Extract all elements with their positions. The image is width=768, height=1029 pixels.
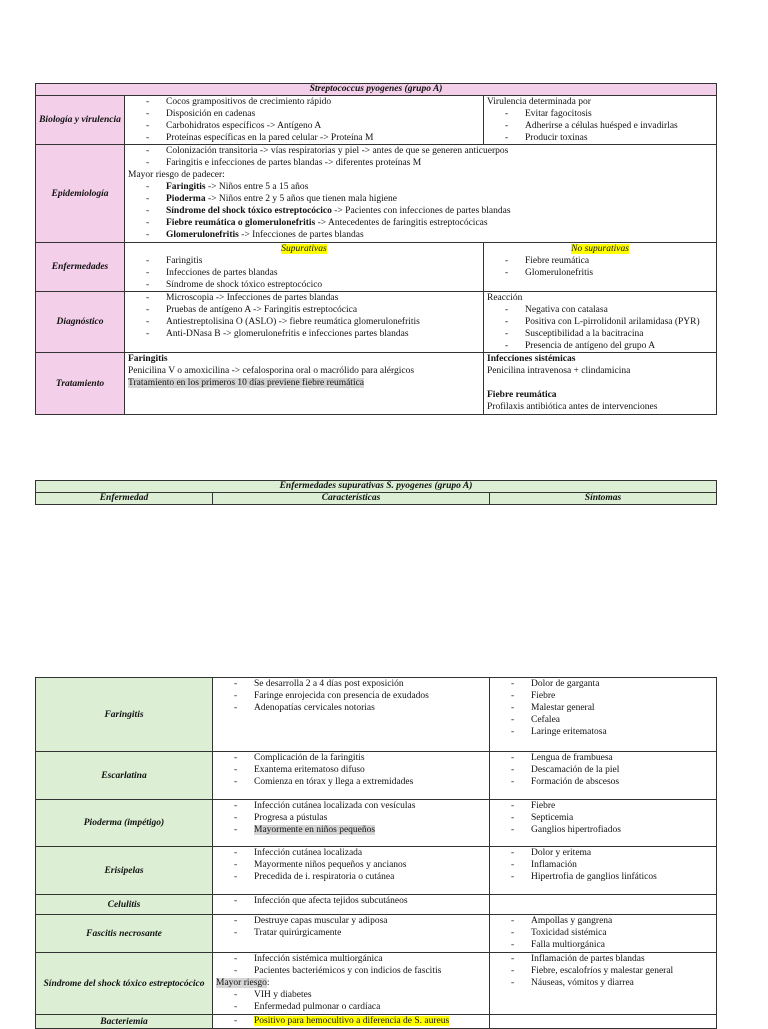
mayor-riesgo-line <box>216 977 486 989</box>
list-item: - Tratar quirúrgicamente <box>254 927 486 939</box>
row-label-celulitis: Celulitis <box>36 895 213 915</box>
list-item: - Negativa con catalasa <box>525 304 713 316</box>
sintomas-list <box>493 915 713 951</box>
list-item: - Anti-DNasa B -> glomerulonefritis e infecciones partes blandas <box>166 328 480 340</box>
list-item: - Inflamación de partes blandas <box>531 953 713 965</box>
mayor-riesgo-colon: : <box>266 978 270 988</box>
table-row <box>36 752 717 800</box>
epidemiologia-cell <box>125 145 717 243</box>
caracteristicas-cell <box>213 752 490 800</box>
list-item: - Infección cutánea localizada <box>254 847 486 859</box>
row-label-shock-toxico: Síndrome del shock tóxico estreptocócico <box>36 953 213 1015</box>
caracteristicas-list <box>216 953 486 977</box>
sintomas-list <box>493 678 713 738</box>
list-item: - Colonización transitoria -> vías respiratorias y piel -> antes de que se generen anticuerpos <box>166 145 713 157</box>
list-item: - Toxicidad sistémica <box>531 927 713 939</box>
list-item: - Producir toxinas <box>525 132 713 144</box>
list-item: - Fiebre reumática <box>525 255 713 267</box>
fiebre-heading: Fiebre reumática <box>487 390 557 400</box>
list-item: - Síndrome de shock tóxico estreptocócico <box>166 279 480 291</box>
list-item: - Malestar general <box>531 702 713 714</box>
list-item: - Evitar fagocitosis <box>525 108 713 120</box>
list-item: - Positiva con L-pirrolidonil arilamidasa (PYR) <box>525 316 713 328</box>
table-title: Streptococcus pyogenes (grupo A) <box>36 84 717 96</box>
list-item <box>166 181 713 193</box>
list-item: - Se desarrolla 2 a 4 días post exposición <box>254 678 486 690</box>
table-row <box>36 915 717 953</box>
list-item: - Exantema eritematoso difuso <box>254 764 486 776</box>
riesgo-list <box>128 181 713 241</box>
list-item: - Pacientes bacteriémicos y con indicios de fascitis <box>254 965 486 977</box>
riesgo-text: -> Niños entre 5 a 15 años <box>205 182 309 192</box>
list-item: - Glomerulonefritis <box>525 267 713 279</box>
sintomas-cell <box>490 678 717 752</box>
list-item: - Dolor y eritema <box>531 847 713 859</box>
caracteristicas-list <box>216 915 486 939</box>
riesgo-term: Pioderma <box>166 194 206 204</box>
list-item: - Adherirse a células huésped e invadirlas <box>525 120 713 132</box>
caracteristicas-list <box>216 752 486 788</box>
list-item: - Náuseas, vómitos y diarrea <box>531 977 713 989</box>
row-label-bacteriemia: Bacteriemia <box>36 1015 213 1029</box>
caracteristicas-cell <box>213 678 490 752</box>
tratamiento-right-cell <box>484 353 717 415</box>
riesgo-text: -> Niños entre 2 y 5 años que tienen mala higiene <box>205 194 397 204</box>
row-label-escarlatina: Escarlatina <box>36 752 213 800</box>
riesgo-text: -> Infecciones de partes blandas <box>238 230 364 240</box>
table-row <box>36 1015 717 1029</box>
riesgo-term: Fiebre reumática o glomerulonefritis <box>166 218 316 228</box>
riesgo-term: Glomerulonefritis <box>166 230 239 240</box>
row-label-tratamiento: Tratamiento <box>36 353 125 415</box>
sintomas-cell <box>490 895 717 915</box>
list-item: - Carbohidratos específicos -> Antígeno A <box>166 120 480 132</box>
list-item <box>166 205 713 217</box>
row-label-fascitis: Fascitis necrosante <box>36 915 213 953</box>
table-title: Enfermedades supurativas S. pyogenes (grupo A) <box>36 481 717 493</box>
caracteristicas-list <box>216 1015 486 1027</box>
list-item: - Fiebre, escalofríos y malestar general <box>531 965 713 977</box>
list-item: - Complicación de la faringitis <box>254 752 486 764</box>
list-item: - Antiestreptolisina O (ASLO) -> fiebre reumática glomerulonefritis <box>166 316 480 328</box>
sintomas-cell <box>490 915 717 953</box>
list-item: - Falla multiorgánica <box>531 939 713 951</box>
no-supurativas-list <box>487 255 713 279</box>
caracteristicas-list <box>216 895 486 907</box>
table-row <box>36 953 717 1015</box>
list-item: - Infección cutánea localizada con vesículas <box>254 800 486 812</box>
list-item <box>254 1015 486 1027</box>
supurativas-heading: Supurativas <box>281 244 327 254</box>
sintomas-list <box>493 953 713 989</box>
list-item: - Ampollas y gangrena <box>531 915 713 927</box>
list-item: - Microscopia -> Infecciones de partes blandas <box>166 292 480 304</box>
list-item: - Fiebre <box>531 800 713 812</box>
list-item: - Inflamación <box>531 859 713 871</box>
list-item: - Dolor de garganta <box>531 678 713 690</box>
list-item: - Infección sistémica multiorgánica <box>254 953 486 965</box>
list-item <box>166 229 713 241</box>
biologia-list <box>128 96 480 144</box>
diagnostico-left-cell <box>125 292 484 353</box>
diagnostico-right-cell <box>484 292 717 353</box>
list-item: - Disposición en cadenas <box>166 108 480 120</box>
caracteristicas-cell <box>213 800 490 847</box>
list-item: - Pruebas de antígeno A -> Faringitis estreptocócica <box>166 304 480 316</box>
riesgo-text: -> Pacientes con infecciones de partes blandas <box>331 206 511 216</box>
highlighted-text: Mayormente en niños pequeños <box>254 825 376 835</box>
sintomas-cell <box>490 800 717 847</box>
list-item: - Destruye capas muscular y adiposa <box>254 915 486 927</box>
sintomas-cell <box>490 1015 717 1029</box>
sintomas-list <box>493 847 713 883</box>
enfermedades-left-cell <box>125 243 484 292</box>
caracteristicas-cell <box>213 847 490 895</box>
column-header-enfermedad: Enfermedad <box>36 493 213 505</box>
caracteristicas-cell <box>213 1015 490 1029</box>
riesgo-term: Síndrome del shock tóxico estreptocócico <box>166 206 332 216</box>
list-item: - VIH y diabetes <box>254 989 486 1001</box>
row-label-pioderma: Pioderma (impétigo) <box>36 800 213 847</box>
row-label-biologia: Biología y virulencia <box>36 96 125 145</box>
list-item: - Precedida de i. respiratoria o cutánea <box>254 871 486 883</box>
virulencia-list <box>487 108 713 144</box>
supurativas-header-table <box>35 480 717 505</box>
list-item: - Cefalea <box>531 714 713 726</box>
list-item: - Hipertrofia de ganglios linfáticos <box>531 871 713 883</box>
list-item: - Infección que afecta tejidos subcutáneos <box>254 895 486 907</box>
diagnostico-list <box>128 292 480 340</box>
list-item: - Susceptibilidad a la bacitracina <box>525 328 713 340</box>
caracteristicas-cell <box>213 953 490 1015</box>
list-item: - Descamación de la piel <box>531 764 713 776</box>
tratamiento-line: Penicilina V o amoxicilina -> cefalosporina oral o macrólido para alérgicos <box>128 366 415 376</box>
list-item: - Septicemia <box>531 812 713 824</box>
caracteristicas-cell <box>213 915 490 953</box>
mayor-riesgo-label: Mayor riesgo <box>216 978 267 988</box>
list-item: - Presencia de antígeno del grupo A <box>525 340 713 352</box>
riesgo-text: -> Antecedentes de faringitis estreptocócicas <box>315 218 488 228</box>
virulencia-intro: Virulencia determinada por <box>487 97 591 107</box>
riesgo-heading: Mayor riesgo de padecer: <box>128 170 225 180</box>
faringitis-heading <box>128 353 480 365</box>
caracteristicas-list <box>216 989 486 1013</box>
sistemicas-heading: Infecciones sistémicas <box>487 354 576 364</box>
fiebre-line: Profilaxis antibiótica antes de intervenciones <box>487 402 658 412</box>
list-item: - Faringe enrojecida con presencia de exudados <box>254 690 486 702</box>
sintomas-cell <box>490 752 717 800</box>
supurativas-list <box>128 255 480 291</box>
row-label-faringitis: Faringitis <box>36 678 213 752</box>
riesgo-term: Faringitis <box>166 182 206 192</box>
list-item <box>166 217 713 229</box>
row-label-enfermedades: Enfermedades <box>36 243 125 292</box>
list-item: - Formación de abscesos <box>531 776 713 788</box>
tratamiento-left-cell <box>125 353 484 415</box>
table-row <box>36 678 717 752</box>
caracteristicas-list <box>216 800 486 836</box>
faringitis-heading-text: Faringitis <box>128 354 168 364</box>
row-label-erisipelas: Erisipelas <box>36 847 213 895</box>
caracteristicas-list <box>216 678 486 714</box>
streptococcus-table <box>35 83 717 415</box>
sintomas-list <box>493 800 713 836</box>
list-item: - Mayormente niños pequeños y ancianos <box>254 859 486 871</box>
reaccion-intro: Reacción <box>487 293 523 303</box>
table-row <box>36 847 717 895</box>
list-item: - Comienza en tórax y llega a extremidades <box>254 776 486 788</box>
list-item: - Fiebre <box>531 690 713 702</box>
sintomas-cell <box>490 847 717 895</box>
list-item <box>166 193 713 205</box>
list-item: - Lengua de frambuesa <box>531 752 713 764</box>
list-item: - Faringitis e infecciones de partes blandas -> diferentes proteínas M <box>166 157 713 169</box>
caracteristicas-cell <box>213 895 490 915</box>
column-header-sintomas: Síntomas <box>490 493 717 505</box>
table-row <box>36 895 717 915</box>
list-item: - Enfermedad pulmonar o cardíaca <box>254 1001 486 1013</box>
sistemicas-line: Penicilina intravenosa + clindamicina <box>487 366 631 376</box>
sintomas-cell <box>490 953 717 1015</box>
list-item: - Laringe eritematosa <box>531 726 713 738</box>
row-label-epidemiologia: Epidemiología <box>36 145 125 243</box>
list-item: - Progresa a pústulas <box>254 812 486 824</box>
list-item: - Infecciones de partes blandas <box>166 267 480 279</box>
supurativas-table <box>35 677 717 1029</box>
sintomas-list <box>493 752 713 788</box>
column-header-caracteristicas: Características <box>213 493 490 505</box>
list-item: - Ganglios hipertrofiados <box>531 824 713 836</box>
highlighted-text: Positivo para hemocultivo a diferencia de S. aureus <box>254 1016 450 1026</box>
biologia-left-cell <box>125 96 484 145</box>
list-item: - Proteínas específicas en la pared celular -> Proteína M <box>166 132 480 144</box>
list-item <box>254 824 486 836</box>
enfermedades-right-cell <box>484 243 717 292</box>
no-supurativas-heading: No supurativas <box>571 244 629 254</box>
tratamiento-note: Tratamiento en los primeros 10 días previene fiebre reumática <box>128 378 365 388</box>
list-item: - Adenopatías cervicales notorias <box>254 702 486 714</box>
biologia-right-cell <box>484 96 717 145</box>
table-row <box>36 800 717 847</box>
caracteristicas-list <box>216 847 486 883</box>
spacer <box>487 377 713 389</box>
list-item: - Cocos grampositivos de crecimiento rápido <box>166 96 480 108</box>
list-item: - Faringitis <box>166 255 480 267</box>
row-label-diagnostico: Diagnóstico <box>36 292 125 353</box>
epidemiologia-list <box>128 145 713 169</box>
reaccion-list <box>487 304 713 352</box>
